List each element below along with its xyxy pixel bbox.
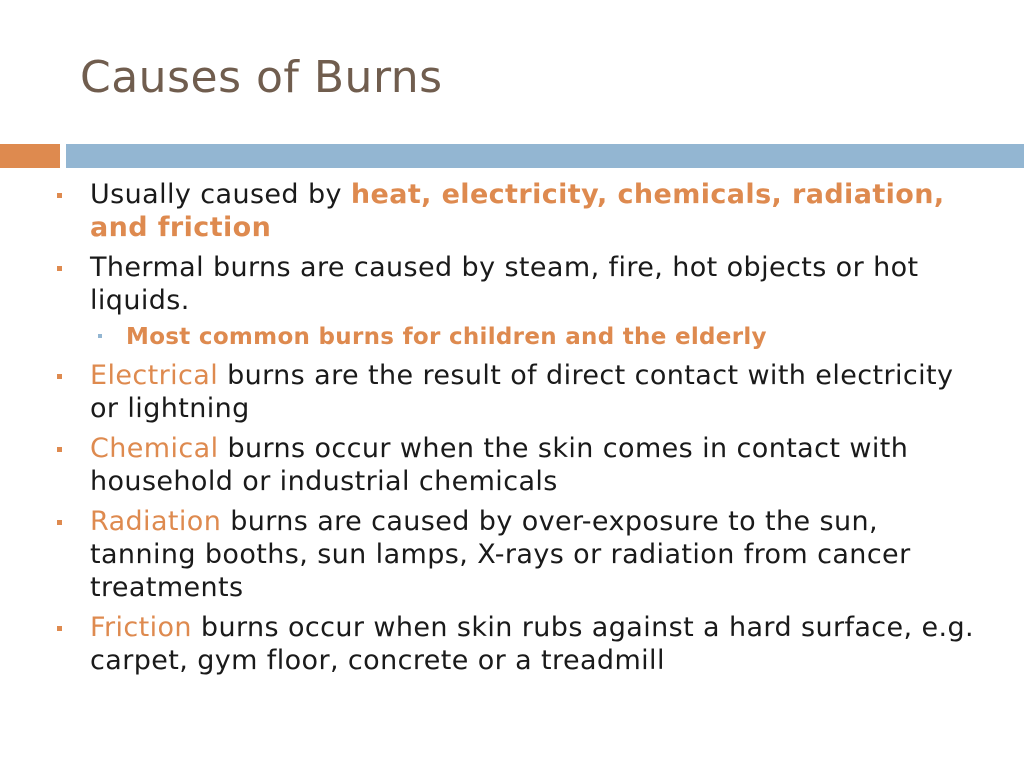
bullet-item-electrical [0,359,1024,425]
sub-bullet-marker-icon [98,334,102,338]
bullet-lead-text: Thermal burns are caused by steam, fire, hot objects or hot liquids. [90,252,919,316]
bullet-item-friction [0,611,1024,677]
bullet-marker-icon [57,193,62,198]
bullet-marker-icon [57,520,62,525]
bullet-highlight-text: Chemical [90,433,219,464]
bullet-lead-text: Usually caused by [90,179,351,210]
bullet-item-thermal [0,251,1024,317]
bullet-highlight-text: heat, electricity, chemicals, radiation, and friction [90,179,945,243]
accent-bar-left [0,144,60,168]
bullet-list [0,178,1024,684]
bullet-highlight-text: Electrical [90,360,219,391]
sub-bullet-item-common [0,322,1024,352]
bullet-highlight-text: Radiation [90,506,222,537]
slide-title: Causes of Burns [80,52,443,103]
bullet-marker-icon [57,626,62,631]
bullet-marker-icon [57,266,62,271]
bullet-item-chemical [0,432,1024,498]
bullet-rest-text: burns occur when the skin comes in contact with household or industrial chemicals [90,433,909,497]
sub-bullet-text: Most common burns for children and the elderly [126,324,767,350]
accent-bar-right [66,144,1024,168]
bullet-marker-icon [57,374,62,379]
bullet-rest-text: burns are the result of direct contact with electricity or lightning [90,360,954,424]
bullet-marker-icon [57,447,62,452]
bullet-rest-text: burns are caused by over-exposure to the sun, tanning booths, sun lamps, X-rays or radiation from cancer treatments [90,506,911,603]
bullet-highlight-text: Friction [90,612,192,643]
bullet-item-causes [0,178,1024,244]
bullet-rest-text: burns occur when skin rubs against a hard surface, e.g. carpet, gym floor, concrete or a treadmill [90,612,975,676]
bullet-item-radiation [0,505,1024,604]
